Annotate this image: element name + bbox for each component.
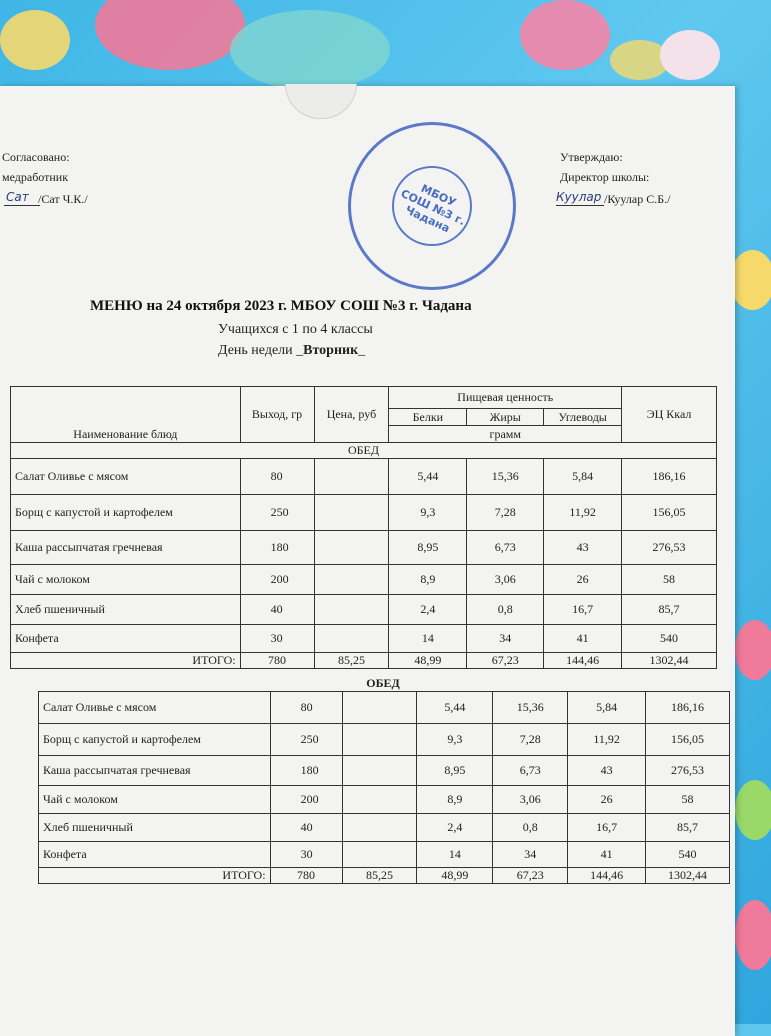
table-row (39, 724, 730, 756)
medic-label: медработник (2, 170, 69, 184)
total-label: ИТОГО: (11, 653, 241, 669)
total-carbs: 144,46 (544, 653, 622, 669)
table-row (11, 459, 717, 495)
cell-protein: 14 (417, 842, 493, 868)
menu-table-1 (10, 386, 717, 669)
cell-name: Хлеб пшеничный (39, 814, 271, 842)
cell-protein: 2,4 (389, 595, 467, 625)
weekday-label: День недели _ (218, 343, 304, 358)
cell-yield: 30 (270, 842, 342, 868)
cell-yield: 200 (270, 786, 342, 814)
cell-price (342, 786, 417, 814)
cell-price (314, 495, 389, 531)
cell-protein: 14 (389, 625, 467, 653)
cell-price (314, 565, 389, 595)
cell-fat: 15,36 (493, 692, 568, 724)
cell-energy: 276,53 (622, 531, 717, 565)
cell-carbs: 5,84 (568, 692, 646, 724)
cell-carbs: 26 (568, 786, 646, 814)
menu-table-2 (38, 691, 730, 884)
agreed-label: Согласовано: (2, 150, 70, 164)
cell-price (342, 692, 417, 724)
cell-protein: 8,9 (389, 565, 467, 595)
cell-name: Салат Оливье с мясом (39, 692, 271, 724)
table-row (39, 814, 730, 842)
cell-energy: 85,7 (622, 595, 717, 625)
cell-energy: 540 (646, 842, 730, 868)
header-protein: Белки (389, 409, 467, 426)
total-price: 85,25 (314, 653, 389, 669)
cell-protein: 8,95 (389, 531, 467, 565)
background-flower (95, 0, 245, 70)
table-row (11, 531, 717, 565)
header-unit: грамм (389, 426, 622, 443)
cell-carbs: 16,7 (568, 814, 646, 842)
cell-protein: 9,3 (389, 495, 467, 531)
cell-fat: 34 (467, 625, 544, 653)
cell-fat: 34 (493, 842, 568, 868)
cell-name: Чай с молоком (39, 786, 271, 814)
cell-yield: 250 (240, 495, 314, 531)
cell-yield: 80 (240, 459, 314, 495)
cell-yield: 40 (270, 814, 342, 842)
cell-carbs: 43 (568, 756, 646, 786)
total-energy: 1302,44 (646, 868, 730, 884)
cell-fat: 0,8 (467, 595, 544, 625)
cell-price (342, 814, 417, 842)
table-row (11, 495, 717, 531)
cell-protein: 8,95 (417, 756, 493, 786)
cell-carbs: 43 (544, 531, 622, 565)
background-flower (730, 250, 771, 310)
background-flower (0, 10, 70, 70)
cell-carbs: 5,84 (544, 459, 622, 495)
total-carbs: 144,46 (568, 868, 646, 884)
cell-price (342, 756, 417, 786)
cell-name: Каша рассыпчатая гречневая (11, 531, 241, 565)
cell-yield: 30 (240, 625, 314, 653)
table-row (39, 692, 730, 724)
cell-fat: 6,73 (467, 531, 544, 565)
page-title: МЕНЮ на 24 октября 2023 г. МБОУ СОШ №3 г. Чадана (90, 298, 472, 314)
header-carbs: Углеводы (544, 409, 622, 426)
total-protein: 48,99 (389, 653, 467, 669)
background-flower (735, 780, 771, 840)
cell-price (342, 724, 417, 756)
table-row (39, 842, 730, 868)
header-yield: Выход, гр (240, 387, 314, 443)
cell-energy: 156,05 (622, 495, 717, 531)
cell-name: Каша рассыпчатая гречневая (39, 756, 271, 786)
header-fat: Жиры (467, 409, 544, 426)
signature-line (556, 205, 604, 206)
cell-yield: 80 (270, 692, 342, 724)
total-label: ИТОГО: (39, 868, 271, 884)
cell-name: Чай с молоком (11, 565, 241, 595)
cell-protein: 8,9 (417, 786, 493, 814)
header-energy: ЭЦ Ккал (622, 387, 717, 443)
header-nutrition: Пищевая ценность (389, 387, 622, 409)
total-row (11, 653, 717, 669)
signature-line (4, 205, 40, 206)
cell-fat: 0,8 (493, 814, 568, 842)
cell-carbs: 11,92 (568, 724, 646, 756)
section-title: ОБЕД (11, 443, 717, 459)
table-row (11, 625, 717, 653)
background-flower (735, 620, 771, 680)
cell-yield: 250 (270, 724, 342, 756)
cell-name: Борщ с капустой и картофелем (11, 495, 241, 531)
cell-fat: 6,73 (493, 756, 568, 786)
cell-name: Хлеб пшеничный (11, 595, 241, 625)
total-fat: 67,23 (467, 653, 544, 669)
weekday-suffix: _ (358, 343, 366, 358)
cell-protein: 9,3 (417, 724, 493, 756)
cell-name: Борщ с капустой и картофелем (39, 724, 271, 756)
total-yield: 780 (240, 653, 314, 669)
cell-yield: 200 (240, 565, 314, 595)
stamp-text: МБОУ СОШ №3 г. Чадана (398, 181, 468, 236)
director-label: Директор школы: (560, 170, 650, 184)
cell-fat: 3,06 (493, 786, 568, 814)
total-protein: 48,99 (417, 868, 493, 884)
students-line: Учащихся с 1 по 4 классы (218, 322, 373, 337)
cell-energy: 186,16 (622, 459, 717, 495)
cell-energy: 58 (622, 565, 717, 595)
cell-fat: 7,28 (467, 495, 544, 531)
total-price: 85,25 (342, 868, 417, 884)
cell-energy: 276,53 (646, 756, 730, 786)
cell-energy: 58 (646, 786, 730, 814)
cell-yield: 180 (240, 531, 314, 565)
cell-carbs: 26 (544, 565, 622, 595)
header-price: Цена, руб (314, 387, 389, 443)
cell-protein: 5,44 (389, 459, 467, 495)
cell-yield: 40 (240, 595, 314, 625)
table-row (39, 786, 730, 814)
table-row (11, 565, 717, 595)
total-row (39, 868, 730, 884)
cell-energy: 186,16 (646, 692, 730, 724)
table-row (11, 595, 717, 625)
cell-carbs: 41 (544, 625, 622, 653)
background-flower (660, 30, 720, 80)
cell-energy: 156,05 (646, 724, 730, 756)
table-row (39, 756, 730, 786)
cell-price (314, 459, 389, 495)
total-yield: 780 (270, 868, 342, 884)
cell-yield: 180 (270, 756, 342, 786)
background-flower (230, 10, 390, 90)
cell-price (314, 595, 389, 625)
director-name: /Куулар С.Б./ (604, 192, 671, 206)
cell-price (342, 842, 417, 868)
cell-carbs: 41 (568, 842, 646, 868)
cell-fat: 15,36 (467, 459, 544, 495)
cell-name: Салат Оливье с мясом (11, 459, 241, 495)
cell-price (314, 625, 389, 653)
weekday-line (218, 343, 365, 359)
cell-fat: 7,28 (493, 724, 568, 756)
cell-name: Конфета (11, 625, 241, 653)
cell-price (314, 531, 389, 565)
section-title: ОБЕД (366, 676, 400, 690)
background-flower (735, 900, 771, 970)
cell-energy: 85,7 (646, 814, 730, 842)
cell-protein: 5,44 (417, 692, 493, 724)
weekday-value: Вторник (303, 343, 359, 358)
medic-signature: Сат (6, 190, 29, 204)
header-name: Наименование блюд (11, 387, 241, 443)
director-signature: Куулар (556, 190, 602, 204)
total-energy: 1302,44 (622, 653, 717, 669)
cell-name: Конфета (39, 842, 271, 868)
background-flower (520, 0, 610, 70)
approve-label: Утверждаю: (560, 150, 623, 164)
cell-carbs: 11,92 (544, 495, 622, 531)
cell-energy: 540 (622, 625, 717, 653)
cell-fat: 3,06 (467, 565, 544, 595)
cell-carbs: 16,7 (544, 595, 622, 625)
medic-name: /Сат Ч.К./ (38, 192, 88, 206)
cell-protein: 2,4 (417, 814, 493, 842)
total-fat: 67,23 (493, 868, 568, 884)
